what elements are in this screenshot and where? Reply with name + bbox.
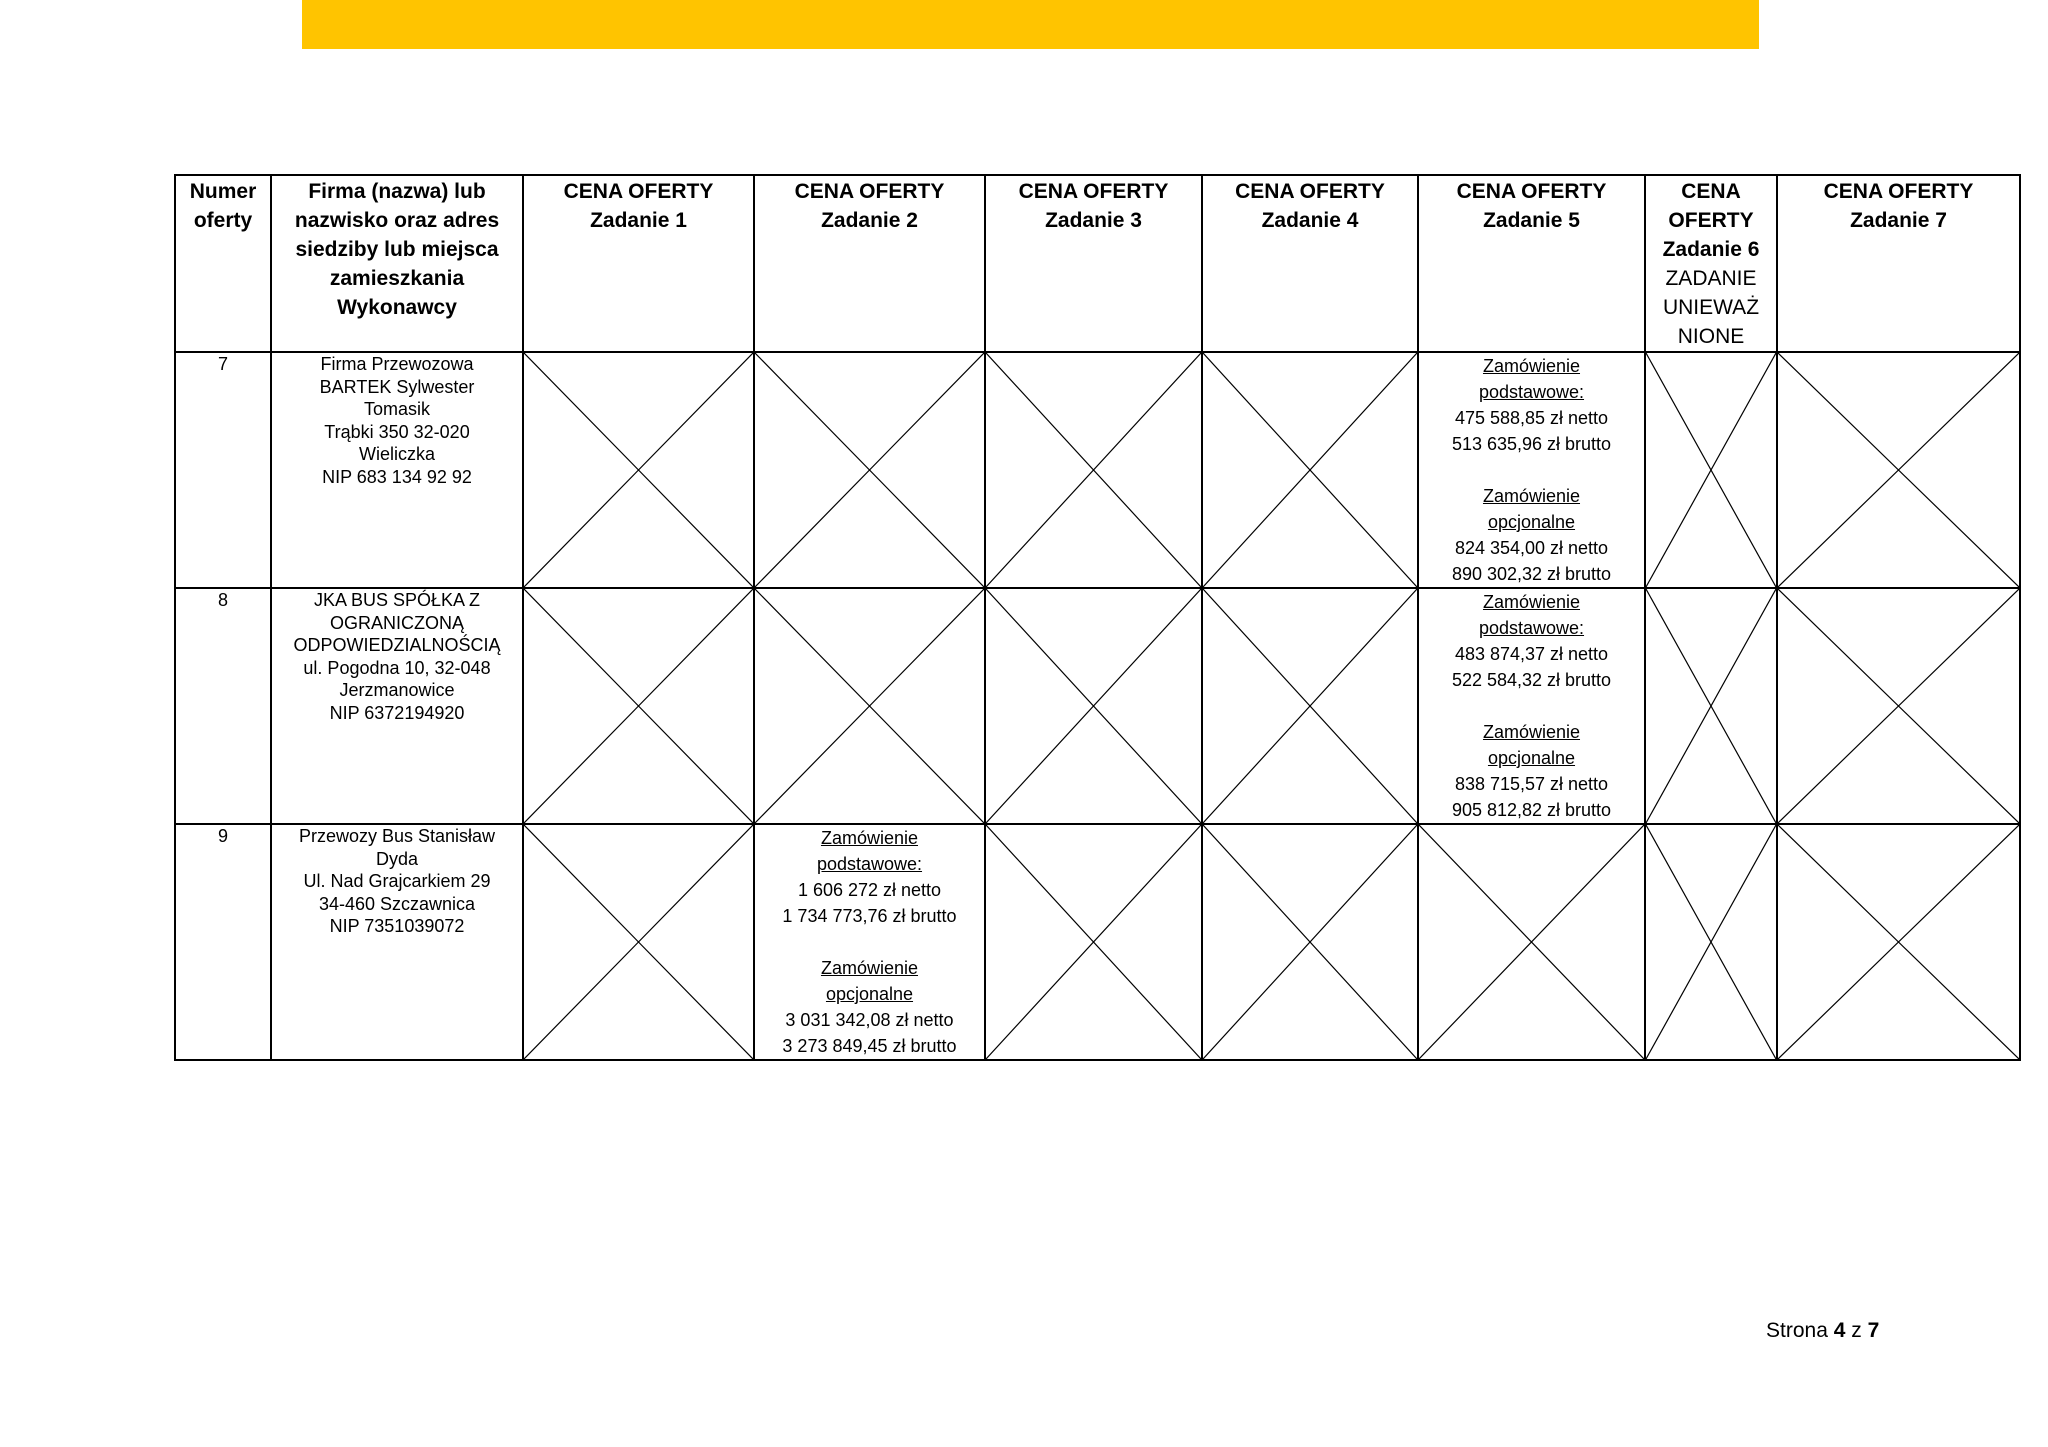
table-row: [175, 352, 2020, 588]
header-yellow-bar: [302, 0, 1759, 49]
header-zadanie-2: CENA OFERTY Zadanie 2: [754, 175, 985, 352]
cross-mark-icon: [1203, 353, 1417, 587]
cross-mark-icon: [524, 353, 753, 587]
cross-mark-icon: [1646, 589, 1776, 823]
empty-cell-crossed: [523, 824, 754, 1060]
empty-cell-crossed: [523, 352, 754, 588]
cross-mark-icon: [755, 589, 984, 823]
empty-cell-crossed: [1645, 824, 1777, 1060]
cross-mark-icon: [986, 589, 1201, 823]
cross-mark-icon: [1203, 589, 1417, 823]
cross-mark-icon: [755, 353, 984, 587]
cross-mark-icon: [986, 353, 1201, 587]
empty-cell-crossed: [1645, 352, 1777, 588]
empty-cell-crossed: [1645, 588, 1777, 824]
offer-number: 8: [175, 588, 271, 824]
empty-cell-crossed: [1202, 824, 1418, 1060]
offer-number: 9: [175, 824, 271, 1060]
cross-mark-icon: [1778, 353, 2019, 587]
empty-cell-crossed: [1777, 824, 2020, 1060]
price-zadanie-5: Zamówienie podstawowe: 483 874,37 zł netto 522 584,32 zł brutto Zamówienie opcjonalne 838 715,57 zł netto 905 812,82 zł brutto: [1418, 588, 1645, 824]
header-zadanie-3: CENA OFERTY Zadanie 3: [985, 175, 1202, 352]
empty-cell-crossed: [985, 588, 1202, 824]
empty-cell-crossed: [1777, 588, 2020, 824]
cross-mark-icon: [1646, 825, 1776, 1059]
cross-mark-icon: [1646, 353, 1776, 587]
header-zadanie-7: CENA OFERTY Zadanie 7: [1777, 175, 2020, 352]
empty-cell-crossed: [1418, 824, 1645, 1060]
header-firma: Firma (nazwa) lub nazwisko oraz adres siedziby lub miejsca zamieszkania Wykonawcy: [271, 175, 523, 352]
cross-mark-icon: [1778, 589, 2019, 823]
cross-mark-icon: [1203, 825, 1417, 1059]
header-zadanie-5: CENA OFERTY Zadanie 5: [1418, 175, 1645, 352]
empty-cell-crossed: [1202, 588, 1418, 824]
cross-mark-icon: [524, 589, 753, 823]
offer-firm: Przewozy Bus Stanisław Dyda Ul. Nad Grajcarkiem 29 34-460 Szczawnica NIP 7351039072: [271, 824, 523, 1060]
cross-mark-icon: [524, 825, 753, 1059]
table-row: [175, 588, 2020, 824]
table-row: [175, 824, 2020, 1060]
cross-mark-icon: [1419, 825, 1644, 1059]
offer-firm: Firma Przewozowa BARTEK Sylwester Tomasik Trąbki 350 32-020 Wieliczka NIP 683 134 92 92: [271, 352, 523, 588]
price-zadanie-5: Zamówienie podstawowe: 475 588,85 zł netto 513 635,96 zł brutto Zamówienie opcjonalne 824 354,00 zł netto 890 302,32 zł brutto: [1418, 352, 1645, 588]
cross-mark-icon: [986, 825, 1201, 1059]
empty-cell-crossed: [523, 588, 754, 824]
offer-number: 7: [175, 352, 271, 588]
offer-firm: JKA BUS SPÓŁKA Z OGRANICZONĄ ODPOWIEDZIALNOŚCIĄ ul. Pogodna 10, 32-048 Jerzmanowice NIP 6372194920: [271, 588, 523, 824]
header-numer: Numer oferty: [175, 175, 271, 352]
zadanie-6-cancelled-note: ZADANIE UNIEWAŻ NIONE: [1662, 267, 1760, 348]
header-zadanie-6: CENA OFERTY Zadanie 6 ZADANIE UNIEWAŻ NIONE: [1645, 175, 1777, 352]
empty-cell-crossed: [985, 824, 1202, 1060]
header-zadanie-4: CENA OFERTY Zadanie 4: [1202, 175, 1418, 352]
offers-table: [174, 174, 2021, 1061]
price-zadanie-2: Zamówienie podstawowe: 1 606 272 zł netto 1 734 773,76 zł brutto Zamówienie opcjonalne 3 031 342,08 zł netto 3 273 849,45 zł brutto: [754, 824, 985, 1060]
empty-cell-crossed: [985, 352, 1202, 588]
cross-mark-icon: [1778, 825, 2019, 1059]
page-number: Strona 4 z 7: [1766, 1319, 1880, 1342]
table-header-row: [175, 175, 2020, 352]
empty-cell-crossed: [754, 588, 985, 824]
header-zadanie-1: CENA OFERTY Zadanie 1: [523, 175, 754, 352]
empty-cell-crossed: [754, 352, 985, 588]
empty-cell-crossed: [1777, 352, 2020, 588]
empty-cell-crossed: [1202, 352, 1418, 588]
